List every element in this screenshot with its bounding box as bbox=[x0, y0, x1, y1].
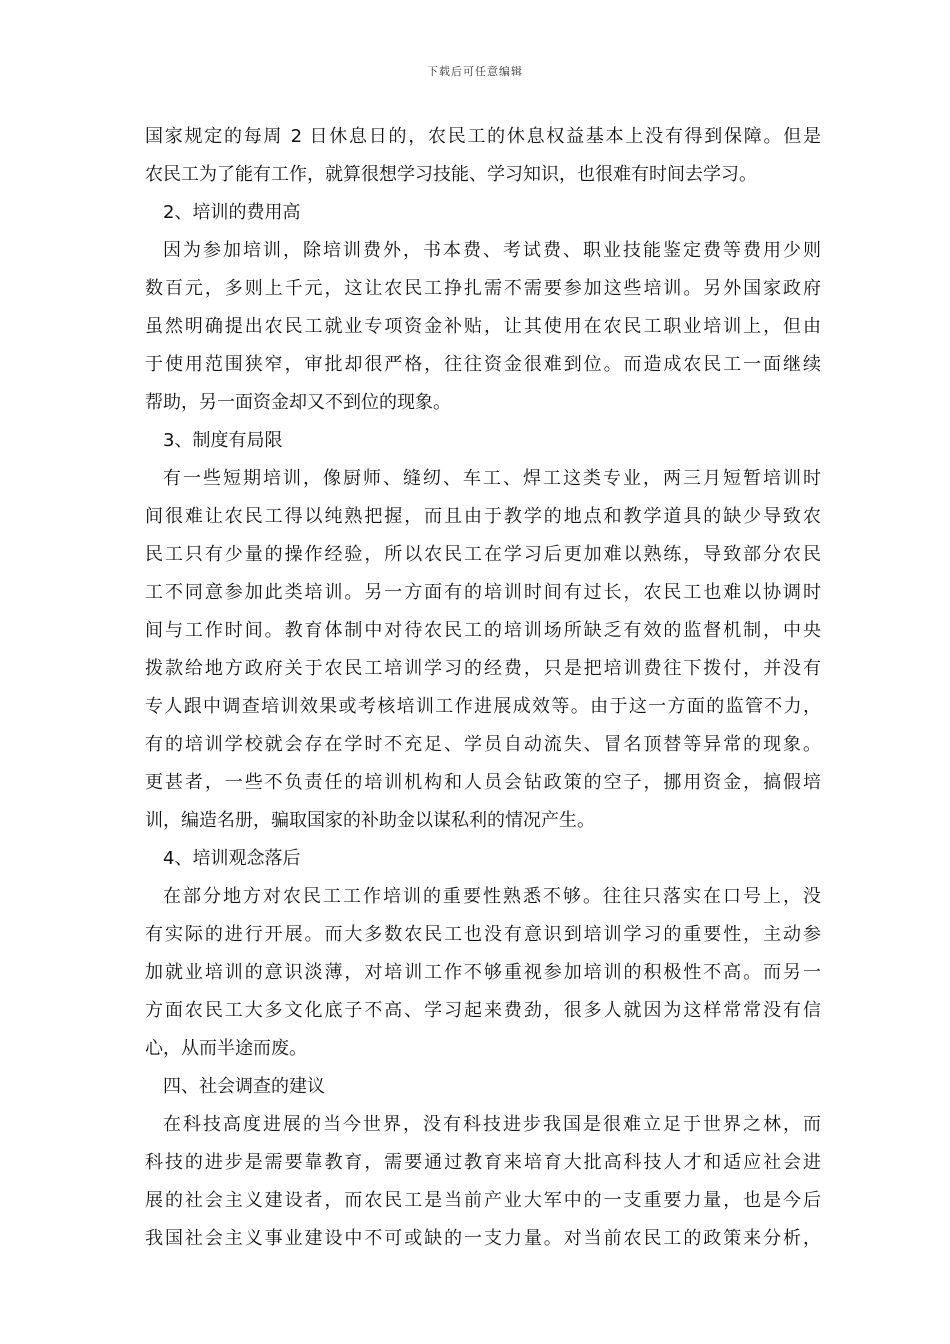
text-line: 训，编造名册，骗取国家的补助金以谋私利的情况产生。 bbox=[145, 810, 595, 831]
text-line: 方面农民工大多文化底子不高、学习起来费劲，很多人就因为这样常常没有信 bbox=[145, 1000, 821, 1021]
text-line: 4、培训观念落后 bbox=[163, 848, 301, 869]
text-line: 有实际的进行开展。而大多数农民工也没有意识到培训学习的重要性，主动参 bbox=[145, 924, 821, 945]
text-line: 间很难让农民工得以纯熟把握，而且由于教学的地点和教学道具的缺少导致农 bbox=[145, 506, 821, 527]
text-line: 国家规定的每周 2 日休息日的，农民工的休息权益基本上没有得到保障。但是 bbox=[145, 126, 821, 147]
text-line: 在科技高度进展的当今世界，没有科技进步我国是很难立足于世界之林，而 bbox=[163, 1114, 821, 1135]
text-line: 我国社会主义事业建设中不可或缺的一支力量。对当前农民工的政策来分析， bbox=[145, 1228, 821, 1249]
text-line: 虽然明确提出农民工就业专项资金补贴，让其使用在农民工职业培训上，但由 bbox=[145, 316, 821, 337]
text-line: 展的社会主义建设者，而农民工是当前产业大军中的一支重要力量，也是今后 bbox=[145, 1190, 821, 1211]
text-line: 农民工为了能有工作，就算很想学习技能、学习知识，也很难有时间去学习。 bbox=[145, 164, 757, 185]
text-line: 民工只有少量的操作经验，所以农民工在学习后更加难以熟练，导致部分农民 bbox=[145, 544, 821, 565]
text-line: 加就业培训的意识淡薄，对培训工作不够重视参加培训的积极性不高。而另一 bbox=[145, 962, 821, 983]
text-line: 拨款给地方政府关于农民工培训学习的经费，只是把培训费往下拨付，并没有 bbox=[145, 658, 821, 679]
text-line: 因为参加培训，除培训费外，书本费、考试费、职业技能鉴定费等费用少则 bbox=[163, 240, 821, 261]
text-line: 间与工作时间。教育体制中对待农民工的培训场所缺乏有效的监督机制，中央 bbox=[145, 620, 821, 641]
text-line: 有一些短期培训，像厨师、缝纫、车工、焊工这类专业，两三月短暂培训时 bbox=[163, 468, 821, 489]
text-line: 帮助，另一面资金却又不到位的现象。 bbox=[145, 392, 451, 413]
text-line: 四、社会调查的建议 bbox=[163, 1076, 325, 1097]
text-line: 2、培训的费用高 bbox=[163, 202, 301, 223]
page-header-note: 下载后可任意编辑 bbox=[427, 65, 523, 78]
text-line: 有的培训学校就会存在学时不充足、学员自动流失、冒名顶替等异常的现象。 bbox=[145, 734, 821, 755]
text-line: 在部分地方对农民工工作培训的重要性熟悉不够。往往只落实在口号上，没 bbox=[163, 886, 821, 907]
document-body bbox=[145, 118, 821, 1258]
text-line: 于使用范围狭窄，审批却很严格，往往资金很难到位。而造成农民工一面继续 bbox=[145, 354, 821, 375]
text-line: 科技的进步是需要靠教育，需要通过教育来培育大批高科技人才和适应社会进 bbox=[145, 1152, 821, 1173]
text-line: 心，从而半途而废。 bbox=[145, 1038, 307, 1059]
text-line: 3、制度有局限 bbox=[163, 430, 283, 451]
text-line: 数百元，多则上千元，这让农民工挣扎需不需要参加这些培训。另外国家政府 bbox=[145, 278, 821, 299]
text-line: 更甚者，一些不负责任的培训机构和人员会钻政策的空子，挪用资金，搞假培 bbox=[145, 772, 821, 793]
text-line: 专人跟中调查培训效果或考核培训工作进展成效等。由于这一方面的监管不力， bbox=[145, 696, 821, 717]
text-line: 工不同意参加此类培训。另一方面有的培训时间有过长，农民工也难以协调时 bbox=[145, 582, 821, 603]
